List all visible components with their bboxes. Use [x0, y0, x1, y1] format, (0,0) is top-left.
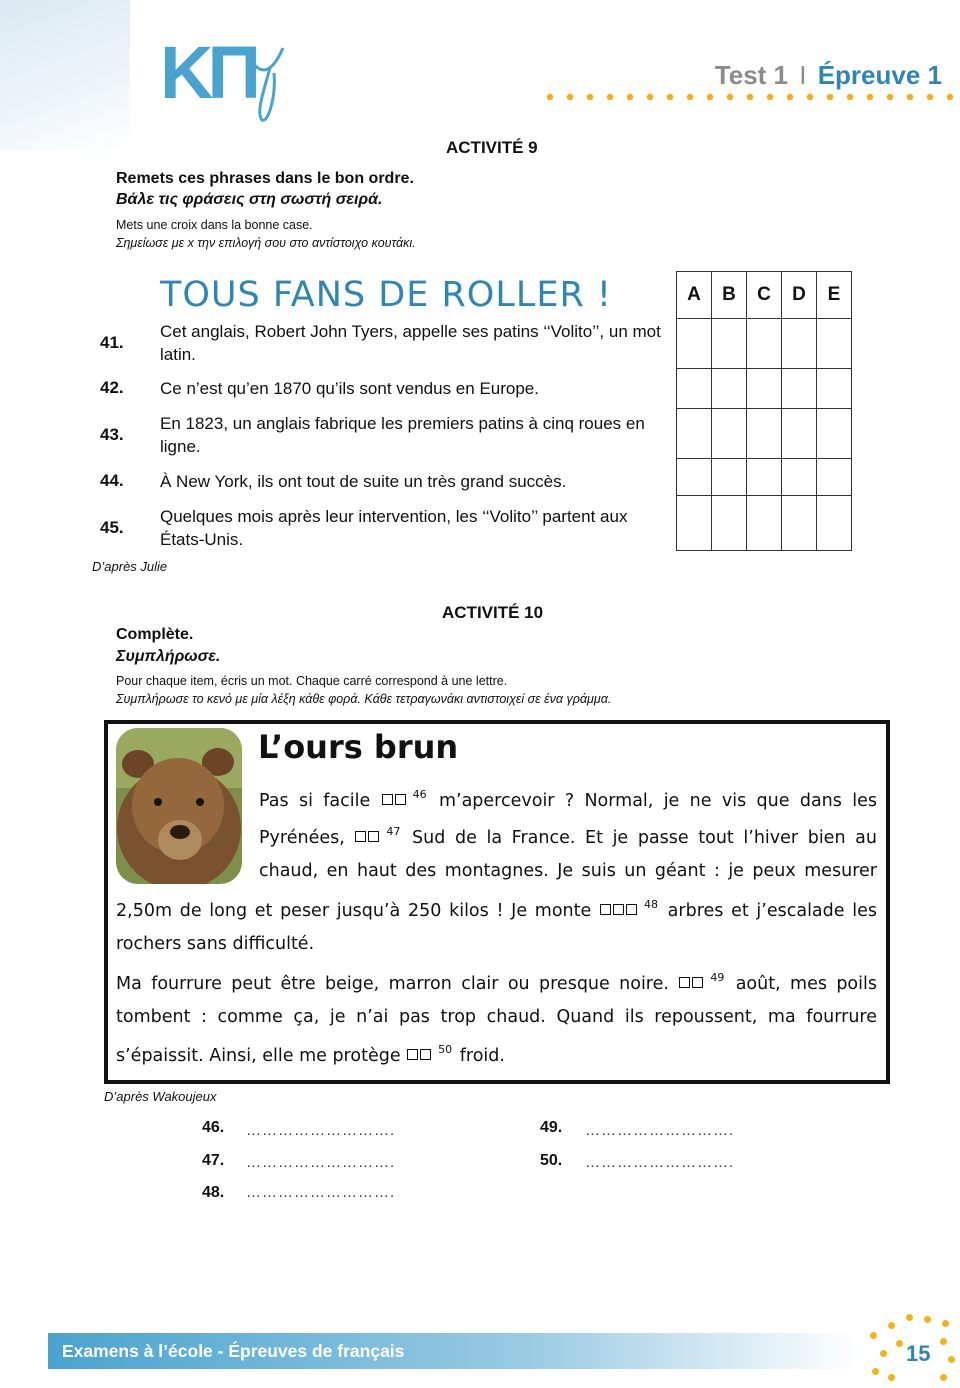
grid-cell[interactable] — [782, 459, 817, 496]
blank-boxes[interactable] — [406, 1046, 432, 1066]
activity-10-title: ACTIVITÉ 10 — [442, 603, 544, 622]
answer-line[interactable]: ………………………. — [585, 1122, 735, 1139]
instruction-gr: Συμπλήρωσε. — [116, 648, 221, 665]
text-line: tombent : comme ça, je n’ai pas trop chaud. Quand ils repoussent, ma fourrure — [116, 1007, 877, 1027]
grid-cell[interactable] — [747, 459, 782, 496]
sub-instruction-gr: Σημείωσε με x την επιλογή σου στο αντίστοιχο κουτάκι. — [116, 236, 416, 250]
footer-text: Examens à l’école - Épreuves de français — [62, 1341, 405, 1361]
answer-number: 48. — [202, 1184, 225, 1201]
item-text: Quelques mois après leur intervention, les ‘‘Volito’’ partent aux États-Unis. — [160, 507, 628, 549]
source-credit: D’après Wakoujeux — [104, 1089, 217, 1104]
page-number: 15 — [906, 1341, 931, 1366]
grid-cell[interactable] — [817, 319, 852, 369]
activity-9-title: ACTIVITÉ 9 — [446, 138, 538, 157]
grid-cell[interactable] — [712, 369, 747, 409]
story-title: TOUS FANS DE ROLLER ! — [160, 275, 612, 315]
grid-cell[interactable] — [782, 496, 817, 551]
instruction-gr: Βάλε τις φράσεις στη σωστή σειρά. — [116, 191, 383, 208]
answer-number: 47. — [202, 1152, 225, 1169]
text-line: Ma fourrure peut être beige, marron clair ou presque noire. $^{49}$ août, mes poils — [116, 971, 877, 994]
grid-cell[interactable] — [747, 319, 782, 369]
text-title: L’ours brun — [258, 728, 459, 766]
grid-cell[interactable] — [782, 319, 817, 369]
blank-boxes[interactable] — [354, 828, 380, 848]
item-number: 45. — [100, 518, 124, 537]
grid-cell[interactable] — [677, 319, 712, 369]
text-line: chaud, en haut des montagnes. Je suis un géant : je peux mesurer — [259, 861, 877, 881]
bear-photo — [116, 728, 242, 884]
test-title: Test 1 I Épreuve 1 — [714, 60, 942, 90]
item-text: En 1823, un anglais fabrique les premiers patins à cinq roues en ligne. — [160, 414, 645, 456]
answer-grid — [676, 271, 852, 551]
grid-cell[interactable] — [712, 409, 747, 459]
grid-cell[interactable] — [747, 496, 782, 551]
grid-cell[interactable] — [817, 409, 852, 459]
grid-cell[interactable] — [782, 409, 817, 459]
grid-cell[interactable] — [712, 319, 747, 369]
item-text: À New York, ils ont tout de suite un très grand succès. — [160, 472, 567, 491]
header-dot-row — [540, 92, 960, 102]
text-line: Pas si facile $^{46}$ m’apercevoir ? Normal, je ne vis que dans les — [259, 788, 877, 811]
item-number: 41. — [100, 333, 124, 352]
instruction-fr: Complète. — [116, 626, 194, 643]
answer-line[interactable]: ………………………. — [246, 1154, 396, 1171]
column-header: C — [747, 272, 782, 319]
grid-cell[interactable] — [712, 459, 747, 496]
answer-number: 49. — [540, 1119, 563, 1136]
svg-text:ΚΠ: ΚΠ — [160, 31, 255, 114]
grid-cell[interactable] — [677, 409, 712, 459]
text-line: Pyrénées, $^{47}$ Sud de la France. Et je passe tout l’hiver bien au — [259, 825, 877, 848]
grid-cell[interactable] — [817, 496, 852, 551]
answer-line[interactable]: ………………………. — [246, 1122, 396, 1139]
grid-cell[interactable] — [817, 369, 852, 409]
corner-decoration — [0, 0, 130, 150]
source-credit: D’après Julie — [92, 559, 168, 574]
grid-cell[interactable] — [817, 459, 852, 496]
item-number: 43. — [100, 425, 124, 444]
answer-line[interactable]: ………………………. — [246, 1184, 396, 1201]
logo-mark — [158, 28, 298, 128]
answer-line[interactable]: ………………………. — [585, 1154, 735, 1171]
grid-cell[interactable] — [712, 496, 747, 551]
grid-cell[interactable] — [782, 369, 817, 409]
column-header: E — [817, 272, 852, 319]
grid-cell[interactable] — [677, 369, 712, 409]
blank-boxes[interactable] — [678, 974, 704, 994]
sub-instruction-fr: Pour chaque item, écris un mot. Chaque carré correspond à une lettre. — [116, 674, 508, 688]
grid-cell[interactable] — [747, 369, 782, 409]
column-header: A — [677, 272, 712, 319]
text-line: rochers sans difficulté. — [116, 934, 315, 954]
grid-cell[interactable] — [747, 409, 782, 459]
blank-boxes[interactable] — [381, 791, 407, 811]
answer-number: 50. — [540, 1152, 563, 1169]
column-header: B — [712, 272, 747, 319]
grid-cell[interactable] — [677, 496, 712, 551]
text-line: s’épaissit. Ainsi, elle me protège $^{50}$ froid. — [116, 1043, 505, 1066]
text-line: 2,50m de long et peser jusqu’à 250 kilos ! Je monte $^{48}$ arbres et j’escalade les — [116, 898, 877, 921]
item-text: Cet anglais, Robert John Tyers, appelle ses patins ‘‘Volito’’, un mot latin. — [160, 322, 661, 364]
sub-instruction-gr: Συμπλήρωσε το κενό με μία λέξη κάθε φορά. Κάθε τετραγωνάκι αντιστοιχεί σε ένα γράμμα. — [116, 692, 612, 706]
item-text: Ce n’est qu’en 1870 qu’ils sont vendus en Europe. — [160, 379, 539, 398]
sub-instruction-fr: Mets une croix dans la bonne case. — [116, 218, 313, 232]
grid-cell[interactable] — [677, 459, 712, 496]
item-number: 44. — [100, 471, 124, 490]
answer-number: 46. — [202, 1119, 225, 1136]
column-header: D — [782, 272, 817, 319]
item-number: 42. — [100, 378, 124, 397]
blank-boxes[interactable] — [599, 901, 638, 921]
instruction-fr: Remets ces phrases dans le bon ordre. — [116, 170, 414, 187]
